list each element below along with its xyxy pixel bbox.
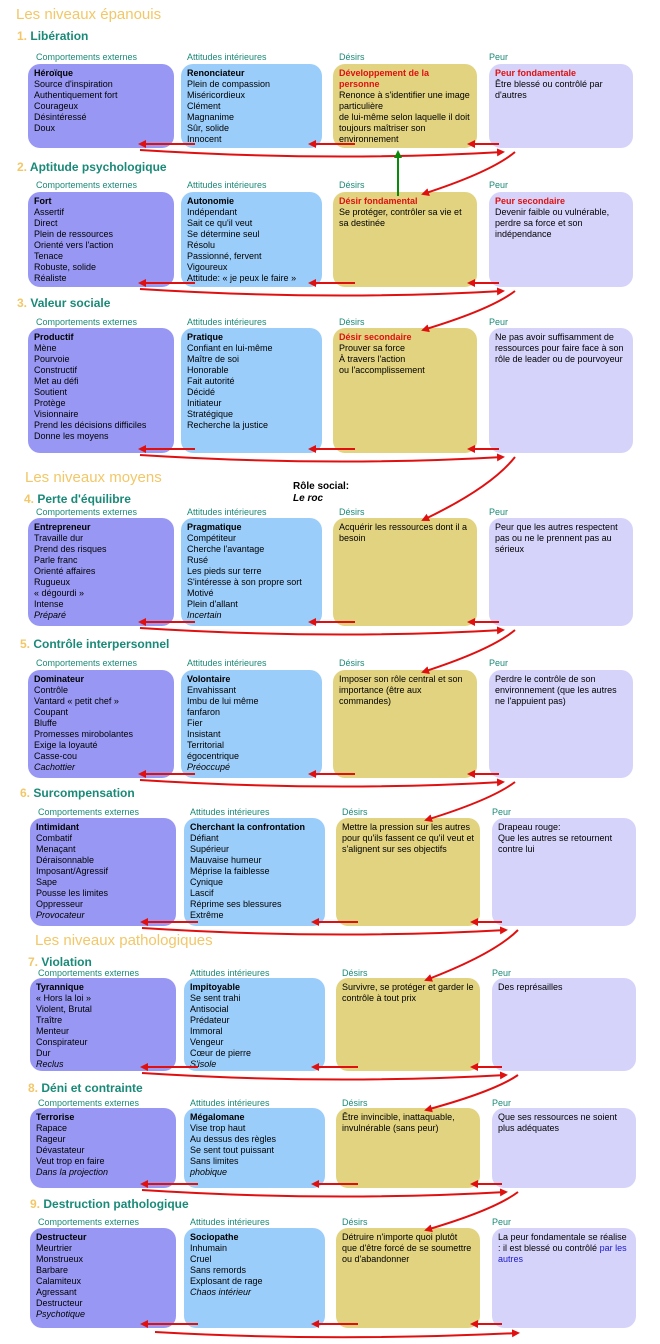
cell-line: Courageux — [34, 101, 79, 111]
cell-line: Stratégique — [187, 409, 234, 419]
cell-line: La peur fondamentale se réalise : il est blessé ou contrôlé — [498, 1232, 627, 1253]
header-external-behaviours: Comportements externes — [36, 507, 138, 517]
cell-line: Au dessus des règles — [190, 1134, 277, 1144]
cell-line: Mauvaise humeur — [190, 855, 262, 865]
arrow-sweep-right — [140, 455, 503, 462]
cell-line-italic: Reclus — [36, 1059, 64, 1069]
header-inner-attitudes: Attitudes intérieures — [190, 807, 270, 817]
header-inner-attitudes: Attitudes intérieures — [187, 317, 267, 327]
cell-line: Initiateur — [187, 398, 222, 408]
level-number: 2. — [17, 160, 28, 174]
cell-line: Cherche l'avantage — [187, 544, 265, 554]
cell-line: Antisocial — [190, 1004, 229, 1014]
cell-line: S'intéresse à son propre sort — [187, 577, 302, 587]
cell-title: Sociopathe — [190, 1232, 239, 1242]
cell-line: Les pieds sur terre — [187, 566, 262, 576]
cell-line: Dur — [36, 1048, 51, 1058]
cell-line: Calamiteux — [36, 1276, 82, 1286]
cell-title: Intimidant — [36, 822, 79, 832]
cell-title: Pragmatique — [187, 522, 242, 532]
header-desires: Désirs — [339, 658, 365, 668]
cell-line: Réprime ses blessures — [190, 899, 282, 909]
cell-line: Perdre le contrôle de son environnement (que les autres ne l'appuient pas) — [495, 674, 617, 706]
arrow-down-to-next-level — [423, 291, 515, 330]
header-inner-attitudes: Attitudes intérieures — [190, 1217, 270, 1227]
cell-line-italic: S'isole — [190, 1059, 217, 1069]
header-desires: Désirs — [342, 1098, 368, 1108]
header-external-behaviours: Comportements externes — [38, 807, 140, 817]
cell-line: Robuste, solide — [34, 262, 97, 272]
cell-line: Sape — [36, 877, 58, 887]
level-number: 1. — [17, 29, 28, 43]
cell-line: Fier — [187, 718, 203, 728]
cell-line: Détruire n'importe quoi plutôt que d'être forcé de se soumettre ou d'abandonner — [342, 1232, 472, 1264]
cell-line: Assertif — [34, 207, 65, 217]
cell-line: Parle franc — [34, 555, 78, 565]
header-external-behaviours: Comportements externes — [36, 317, 138, 327]
cell-line-italic: Chaos intérieur — [190, 1287, 252, 1297]
cell-line: Immoral — [190, 1026, 223, 1036]
cell-line: Décidé — [187, 387, 216, 397]
cell-line: Fait autorité — [187, 376, 235, 386]
cell-line: Vigoureux — [187, 262, 228, 272]
cell-title: Volontaire — [187, 674, 231, 684]
cell-line: Des représailles — [498, 982, 563, 992]
header-desires: Désirs — [339, 180, 365, 190]
cell-line: Menaçant — [36, 844, 76, 854]
header-fear: Peur — [492, 968, 512, 978]
cell-line-italic: Cachottier — [34, 762, 76, 772]
cell-line: « dégourdi » — [34, 588, 85, 598]
cell-line: Casse-cou — [34, 751, 78, 761]
cell-line-italic: phobique — [190, 1167, 228, 1177]
cell-title: Destructeur — [36, 1232, 87, 1242]
cell-line: Imbu de lui même — [187, 696, 259, 706]
cell-line: Cruel — [190, 1254, 212, 1264]
cell-line: Rageur — [36, 1134, 66, 1144]
cell-line: Doux — [34, 123, 56, 133]
cell-line: Mettre la pression sur les autres pour qu'ils fassent ce qu'il veut et s'alignent sur ses objectifs — [342, 822, 475, 854]
cell-line: Se sent trahi — [190, 993, 241, 1003]
header-desires: Désirs — [339, 317, 365, 327]
arrow-down-to-next-level — [423, 457, 515, 520]
cell-line: Agressant — [36, 1287, 77, 1297]
header-inner-attitudes: Attitudes intérieures — [190, 968, 270, 978]
cell-title: Développement de la personne — [339, 68, 430, 89]
cell-line: Pousse les limites — [36, 888, 109, 898]
cell-title: Dominateur — [34, 674, 85, 684]
cell-line: Oppresseur — [36, 899, 84, 909]
cell-line: Défiant — [190, 833, 219, 843]
level-number: 4. — [24, 492, 35, 506]
arrow-down-to-next-level — [426, 1192, 518, 1230]
cell-line: Direct — [34, 218, 58, 228]
cell-title: Fort — [34, 196, 52, 206]
cell-line: Cynique — [190, 877, 224, 887]
cell-line: Prend des risques — [34, 544, 107, 554]
cell-title: Désir secondaire — [339, 332, 412, 342]
social-role-label: Rôle social: — [293, 481, 350, 492]
cell-line: Inhumain — [190, 1243, 228, 1253]
header-desires: Désirs — [342, 1217, 368, 1227]
header-external-behaviours: Comportements externes — [36, 180, 138, 190]
cell-line: Vise trop haut — [190, 1123, 246, 1133]
cell-line: Méprise la faiblesse — [190, 866, 270, 876]
social-role-value: Le roc — [293, 493, 324, 504]
cell-title: Peur secondaire — [495, 196, 566, 206]
cell-line: Magnanime — [187, 112, 235, 122]
cell-line: « Hors la loi » — [36, 993, 92, 1003]
cell-line: Destructeur — [36, 1298, 83, 1308]
level-number: 3. — [17, 296, 28, 310]
level-name: Déni et contrainte — [41, 1081, 143, 1095]
level-name: Surcompensation — [33, 786, 135, 800]
cell-line: Promesses mirobolantes — [34, 729, 134, 739]
cell-line: Désintéressé — [34, 112, 87, 122]
level-number: 5. — [20, 637, 31, 651]
header-external-behaviours: Comportements externes — [38, 1098, 140, 1108]
cell-line: Être invincible, inattaquable, invulnérable (sans peur) — [342, 1112, 455, 1133]
cell-title: Héroïque — [34, 68, 74, 78]
cell-line: Réaliste — [34, 273, 67, 283]
cell-line: Visionnaire — [34, 409, 79, 419]
cell-line: Honorable — [187, 365, 229, 375]
cell-line: Sans remords — [190, 1265, 247, 1275]
arrow-sweep-right — [140, 628, 503, 635]
cell-line: Explosant de rage — [190, 1276, 263, 1286]
cell-title: Peur fondamentale — [495, 68, 577, 78]
cell-line: Authentiquement fort — [34, 90, 118, 100]
cell-line: Indépendant — [187, 207, 238, 217]
level-number: 7. — [28, 955, 39, 969]
arrow-sweep-right — [142, 928, 506, 935]
header-fear: Peur — [489, 180, 509, 190]
cell-line: Insistant — [187, 729, 221, 739]
cell-line: Intense — [34, 599, 64, 609]
header-external-behaviours: Comportements externes — [38, 968, 140, 978]
cell-line: Prend les décisions difficiles — [34, 420, 147, 430]
cell-line: Sans limites — [190, 1156, 239, 1166]
arrow-down-to-next-level — [426, 930, 518, 980]
cell-line: Se détermine seul — [187, 229, 260, 239]
cell-line: Plein de ressources — [34, 229, 114, 239]
cell-line: À travers l'action — [339, 354, 406, 364]
cell-line: Drapeau rouge: — [498, 822, 561, 832]
header-external-behaviours: Comportements externes — [36, 658, 138, 668]
arrow-sweep-right — [142, 1073, 506, 1080]
cell-line: Lascif — [190, 888, 214, 898]
level-number: 9. — [30, 1197, 41, 1211]
cell-line-italic: Psychotique — [36, 1309, 86, 1319]
level-name: Libération — [30, 29, 89, 43]
level-number: 8. — [28, 1081, 39, 1095]
cell-line: Donne les moyens — [34, 431, 109, 441]
header-fear: Peur — [489, 317, 509, 327]
cell-line: Imposant/Agressif — [36, 866, 109, 876]
header-external-behaviours: Comportements externes — [38, 1217, 140, 1227]
cell-line: Violent, Brutal — [36, 1004, 92, 1014]
cell-title: Tyrannique — [36, 982, 84, 992]
cell-line: Dévastateur — [36, 1145, 85, 1155]
arrow-sweep-right — [140, 150, 503, 157]
level-name: Aptitude psychologique — [29, 160, 167, 174]
cell-line: Exige la loyauté — [34, 740, 98, 750]
cell-line: Que les autres se retournent contre lui — [498, 833, 613, 854]
cell-line: Constructif — [34, 365, 78, 375]
cell-line: de lui-même selon laquelle il doit toujours maîtriser son environnement — [339, 112, 470, 144]
cell-line: Menteur — [36, 1026, 70, 1036]
cell-line: Maître de soi — [187, 354, 240, 364]
cell-line: Clément — [187, 101, 221, 111]
group-title: Les niveaux pathologiques — [35, 932, 213, 949]
cell-line: Vengeur — [190, 1037, 224, 1047]
cell-line: Miséricordieux — [187, 90, 246, 100]
cell-title: Renonciateur — [187, 68, 245, 78]
arrow-down-to-next-level — [426, 1075, 518, 1110]
cell-line-italic: Provocateur — [36, 910, 85, 920]
cell-line: égocentrique — [187, 751, 240, 761]
cell-line: Innocent — [187, 134, 222, 144]
header-external-behaviours: Comportements externes — [36, 52, 138, 62]
cell-line: Recherche la justice — [187, 420, 269, 430]
cell-line: Sûr, solide — [187, 123, 230, 133]
cell-line: Être blessé ou contrôlé par d'autres — [495, 79, 603, 100]
cell-line: Rugueux — [34, 577, 71, 587]
cell-title: Pratique — [187, 332, 224, 342]
cell-line: Conspirateur — [36, 1037, 88, 1047]
level-name: Contrôle interpersonnel — [33, 637, 170, 651]
cell-line: Sait ce qu'il veut — [187, 218, 253, 228]
cell-line: Peur que les autres respectent pas ou ne le prennent pas au sérieux — [495, 522, 618, 554]
cell-line: Que ses ressources ne soient plus adéquates — [498, 1112, 618, 1133]
cell-line: Barbare — [36, 1265, 69, 1275]
arrow-down-to-next-level — [423, 630, 515, 672]
arrow-down-to-next-level — [423, 152, 515, 194]
cell-line: Meurtrier — [36, 1243, 73, 1253]
cell-line: Traître — [36, 1015, 63, 1025]
level-number: 6. — [20, 786, 31, 800]
cell-line: Orienté affaires — [34, 566, 96, 576]
header-fear: Peur — [489, 52, 509, 62]
group-title: Les niveaux épanouis — [16, 6, 162, 23]
cell-line: Résolu — [187, 240, 216, 250]
cell-line: Travaille dur — [34, 533, 84, 543]
cell-line: Protège — [34, 398, 66, 408]
arrow-sweep-right — [140, 780, 503, 787]
level-name: Violation — [41, 955, 92, 969]
cell-line: Compétiteur — [187, 533, 237, 543]
cell-line: Envahissant — [187, 685, 237, 695]
header-fear: Peur — [492, 807, 512, 817]
cell-line-italic: Préoccupé — [187, 762, 231, 772]
cell-line-italic: Préparé — [34, 610, 67, 620]
arrow-down-to-next-level — [426, 782, 515, 820]
cell-line: Pourvoie — [34, 354, 70, 364]
cell-line: Veut trop en faire — [36, 1156, 105, 1166]
cell-line: Contrôle — [34, 685, 69, 695]
arrow-sweep-right — [155, 1332, 518, 1337]
cell-line: Coupant — [34, 707, 69, 717]
cell-title: Mégalomane — [190, 1112, 245, 1122]
header-fear: Peur — [489, 658, 509, 668]
cell-title: Autonomie — [187, 196, 234, 206]
header-desires: Désirs — [339, 507, 365, 517]
cell-line: Orienté vers l'action — [34, 240, 114, 250]
header-fear: Peur — [492, 1217, 512, 1227]
cell-line: Monstrueux — [36, 1254, 84, 1264]
header-desires: Désirs — [339, 52, 365, 62]
arrow-sweep-right — [140, 289, 503, 296]
cell-line: Renonce à s'identifier une image particulière — [339, 90, 470, 111]
level-name: Destruction pathologique — [43, 1197, 189, 1211]
cell-line-italic: Dans la projection — [36, 1167, 109, 1177]
cell-line: Met au défi — [34, 376, 79, 386]
cell-line: Imposer son rôle central et son importance (être aux commandes) — [339, 674, 463, 706]
cell-line: Déraisonnable — [36, 855, 95, 865]
cell-line: Plein de compassion — [187, 79, 271, 89]
cell-line: Acquérir les ressources dont il a besoin — [339, 522, 468, 543]
cell-line: Prouver sa force — [339, 343, 406, 353]
cell-line-italic: Incertain — [187, 610, 222, 620]
arrow-sweep-right — [142, 1190, 506, 1197]
cell-title: Terrorise — [36, 1112, 75, 1122]
cell-line: Soutient — [34, 387, 68, 397]
cell-line: Bluffe — [34, 718, 57, 728]
cell-line: Supérieur — [190, 844, 230, 854]
cell-line: Passionné, fervent — [187, 251, 262, 261]
level-name: Valeur sociale — [30, 296, 111, 310]
cell-line: Ne pas avoir suffisamment de ressources pour faire face à son rôle de leader ou de pourvoyeur — [495, 332, 624, 364]
cell-line: Survivre, se protéger et garder le contrôle à tout prix — [342, 982, 474, 1003]
cell-line: Se sent tout puissant — [190, 1145, 275, 1155]
cell-title: Productif — [34, 332, 74, 342]
cell-line: ou l'accomplissement — [339, 365, 425, 375]
cell-line: Prédateur — [190, 1015, 230, 1025]
header-inner-attitudes: Attitudes intérieures — [190, 1098, 270, 1108]
cell-line: Territorial — [187, 740, 225, 750]
cell-line: Se protéger, contrôler sa vie et sa destinée — [339, 207, 462, 228]
cell-title: Impitoyable — [190, 982, 241, 992]
cell-line: Confiant en lui-même — [187, 343, 273, 353]
cell-line: Source d'inspiration — [34, 79, 113, 89]
cell-title: Entrepreneur — [34, 522, 91, 532]
group-title: Les niveaux moyens — [25, 469, 162, 486]
cell-line: Vantard « petit chef » — [34, 696, 119, 706]
cell-line: Extrême — [190, 910, 224, 920]
cell-line: Attitude: « je peux le faire » — [187, 273, 297, 283]
cell-title: Cherchant la confrontation — [190, 822, 306, 832]
cell-line: Cœur de pierre — [190, 1048, 252, 1058]
cell-line: Mène — [34, 343, 57, 353]
cell-line: Devenir faible ou vulnérable, perdre sa force et son indépendance — [495, 207, 610, 239]
cell-line: Rusé — [187, 555, 209, 565]
cell-line: Tenace — [34, 251, 64, 261]
cell-title: Désir fondamental — [339, 196, 418, 206]
cell-line: Plein d'allant — [187, 599, 238, 609]
header-desires: Désirs — [342, 807, 368, 817]
level-name: Perte d'équilibre — [37, 492, 131, 506]
header-inner-attitudes: Attitudes intérieures — [187, 658, 267, 668]
header-inner-attitudes: Attitudes intérieures — [187, 180, 267, 190]
header-fear: Peur — [489, 507, 509, 517]
cell-line-highlight: par les autres — [498, 1243, 627, 1264]
header-desires: Désirs — [342, 968, 368, 978]
cell-line: Rapace — [36, 1123, 68, 1133]
header-fear: Peur — [492, 1098, 512, 1108]
cell-line: Motivé — [187, 588, 214, 598]
header-inner-attitudes: Attitudes intérieures — [187, 52, 267, 62]
cell-line: fanfaron — [187, 707, 221, 717]
cell-line: Combatif — [36, 833, 73, 843]
header-inner-attitudes: Attitudes intérieures — [187, 507, 267, 517]
